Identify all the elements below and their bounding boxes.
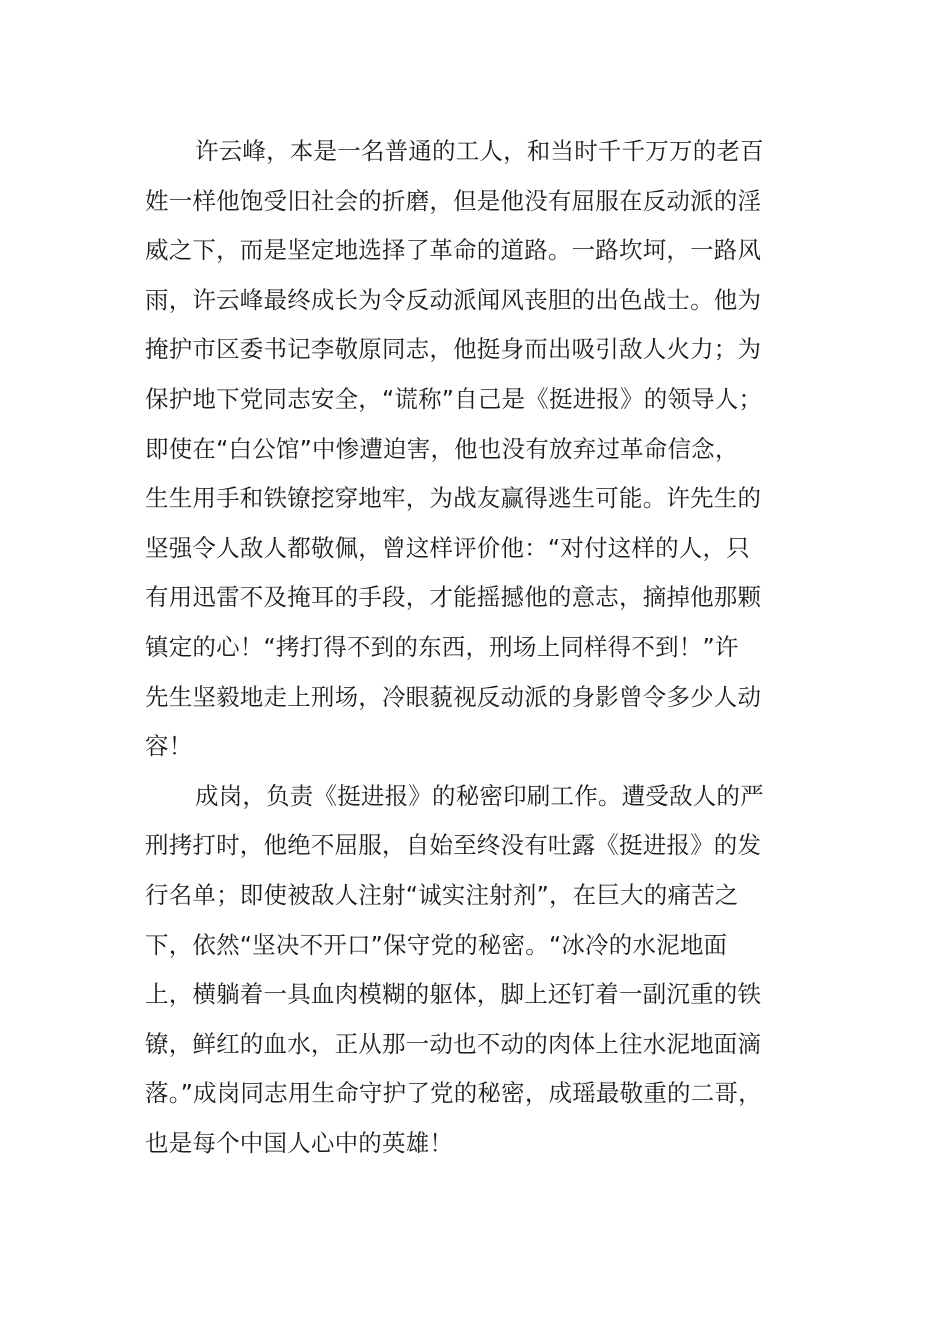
text-line: 落。”成岗同志用生命守护了党的秘密，成瑶最敬重的二哥， bbox=[145, 1079, 762, 1108]
text-line: 镇定的心！“拷打得不到的东西，刑场上同样得不到！”许 bbox=[145, 632, 739, 661]
text-line: 保护地下党同志安全，“谎称”自己是《挺进报》的领导人； bbox=[145, 384, 763, 413]
text-line: 下，依然“坚决不开口”保守党的秘密。“冰冷的水泥地面 bbox=[145, 930, 728, 959]
text-line: 容！ bbox=[145, 732, 193, 761]
text-line: 镣，鲜红的血水，正从那一动也不动的肉体上往水泥地面滴 bbox=[145, 1029, 762, 1058]
text-line: 坚强令人敌人都敬佩，曾这样评价他：“对付这样的人，只 bbox=[145, 533, 750, 562]
text-line: 姓一样他饱受旧社会的折磨，但是他没有屈服在反动派的淫 bbox=[145, 186, 762, 215]
paragraph-cheng-gang bbox=[145, 772, 805, 1169]
paragraph-xu-yunfeng bbox=[145, 127, 805, 772]
text-line: 掩护市区委书记李敬原同志，他挺身而出吸引敌人火力；为 bbox=[145, 335, 762, 364]
document-body bbox=[145, 127, 805, 1168]
text-line: 刑拷打时，他绝不屈服，自始至终没有吐露《挺进报》的发 bbox=[145, 831, 762, 860]
text-line: 也是每个中国人心中的英雄！ bbox=[145, 1128, 454, 1157]
text-line: 生生用手和铁镣挖穿地牢，为战友赢得逃生可能。许先生的 bbox=[145, 484, 762, 513]
text-line: 许云峰，本是一名普通的工人，和当时千千万万的老百 bbox=[195, 137, 764, 165]
text-line: 即使在“白公馆”中惨遭迫害，他也没有放弃过革命信念， bbox=[145, 434, 739, 463]
text-line: 威之下，而是坚定地选择了革命的道路。一路坎坷，一路风 bbox=[145, 236, 762, 265]
text-line: 先生坚毅地走上刑场，冷眼藐视反动派的身影曾令多少人动 bbox=[145, 682, 762, 711]
text-line: 上，横躺着一具血肉模糊的躯体，脚上还钉着一副沉重的铁 bbox=[145, 980, 762, 1009]
text-line: 雨，许云峰最终成长为令反动派闻风丧胆的出色战士。他为 bbox=[145, 285, 762, 314]
text-line: 行名单；即使被敌人注射“诚实注射剂”，在巨大的痛苦之 bbox=[145, 880, 739, 909]
text-line: 成岗，负责《挺进报》的秘密印刷工作。遭受敌人的严 bbox=[195, 781, 764, 810]
text-line: 有用迅雷不及掩耳的手段，才能摇撼他的意志，摘掉他那颗 bbox=[145, 583, 762, 612]
